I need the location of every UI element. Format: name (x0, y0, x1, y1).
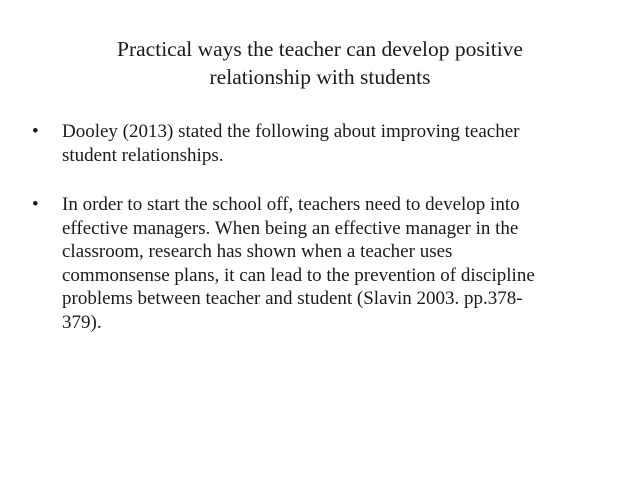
bullet-item (30, 193, 610, 334)
title-line: Practical ways the teacher can develop positive (117, 37, 523, 61)
bullet-list (30, 120, 610, 360)
bullet-text-line: problems between teacher and student (Slavin 2003. pp.378- (62, 288, 523, 309)
title-line: relationship with students (209, 65, 431, 89)
bullet-text-line: In order to start the school off, teachers need to develop into (62, 194, 520, 215)
bullet-text-line: student relationships. (62, 144, 224, 166)
bullet-text-line: effective managers. When being an effective manager in the (62, 217, 519, 239)
slide-title (40, 35, 600, 91)
bullet-item (30, 120, 610, 167)
bullet-text-line: 379). (62, 311, 102, 333)
bullet-text-line: commonsense plans, it can lead to the prevention of discipline (62, 264, 535, 286)
bullet-icon: • (32, 121, 39, 142)
bullet-text-line: classroom, research has shown when a teacher uses (62, 241, 453, 262)
bullet-icon: • (32, 194, 39, 215)
bullet-text-line: Dooley (2013) stated the following about improving teacher (62, 121, 520, 142)
